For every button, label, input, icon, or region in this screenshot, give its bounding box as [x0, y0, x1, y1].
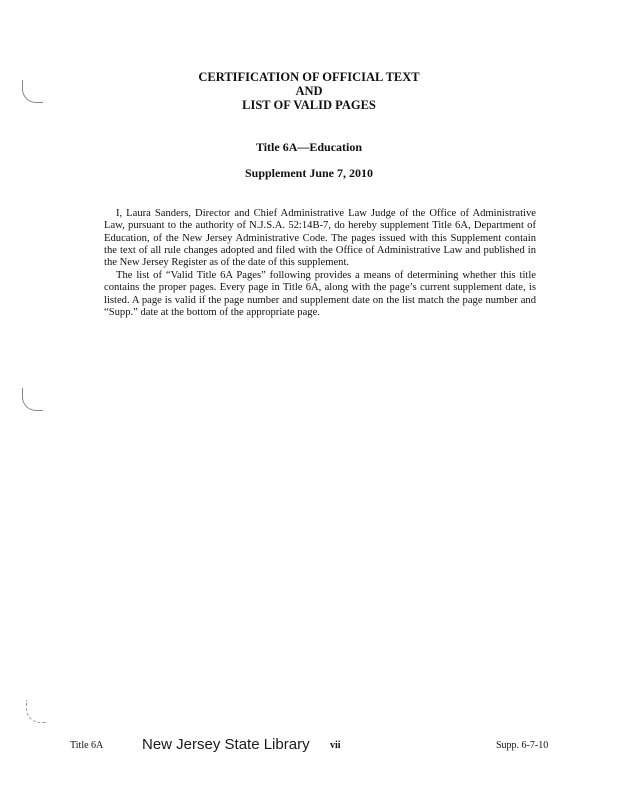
supplement-heading: Supplement June 7, 2010 [244, 166, 374, 180]
page-number: vii [330, 740, 341, 751]
footer-title: Title 6A [70, 740, 104, 751]
supplement-date: Supp. 6-7-10 [496, 740, 549, 751]
valid-pages-paragraph: The list of “Valid Title 6A Pages” following provides a means of determining whether this title contains the proper pages. Every page in Title 6A, along with the page’s current supplement date, is listed. A page is valid if the page number and supplement date on the list match the page number and “Supp.” date at the bottom of the appropriate page. [104, 270, 536, 318]
section-heading: Title 6A—Education [255, 140, 363, 154]
binder-hole-mark [26, 700, 47, 723]
document-title-and: AND [295, 84, 323, 98]
library-stamp: New Jersey State Library [142, 736, 310, 753]
binder-hole-mark [22, 388, 43, 411]
certification-paragraph: I, Laura Sanders, Director and Chief Administrative Law Judge of the Office of Administrative Law, pursuant to the authority of N.J.S.A. 52:14B-7, do hereby supplement Title 6A, Department of Education, of the New Jersey Administrative Code. The pages issued with this Supplement contain the text of all rule changes adopted and filed with the Office of Administrative Law and published in the New Jersey Register as of the date of this supplement. [104, 208, 536, 269]
document-subtitle: LIST OF VALID PAGES [242, 98, 376, 112]
document-title: CERTIFICATION OF OFFICIAL TEXT [198, 70, 420, 84]
